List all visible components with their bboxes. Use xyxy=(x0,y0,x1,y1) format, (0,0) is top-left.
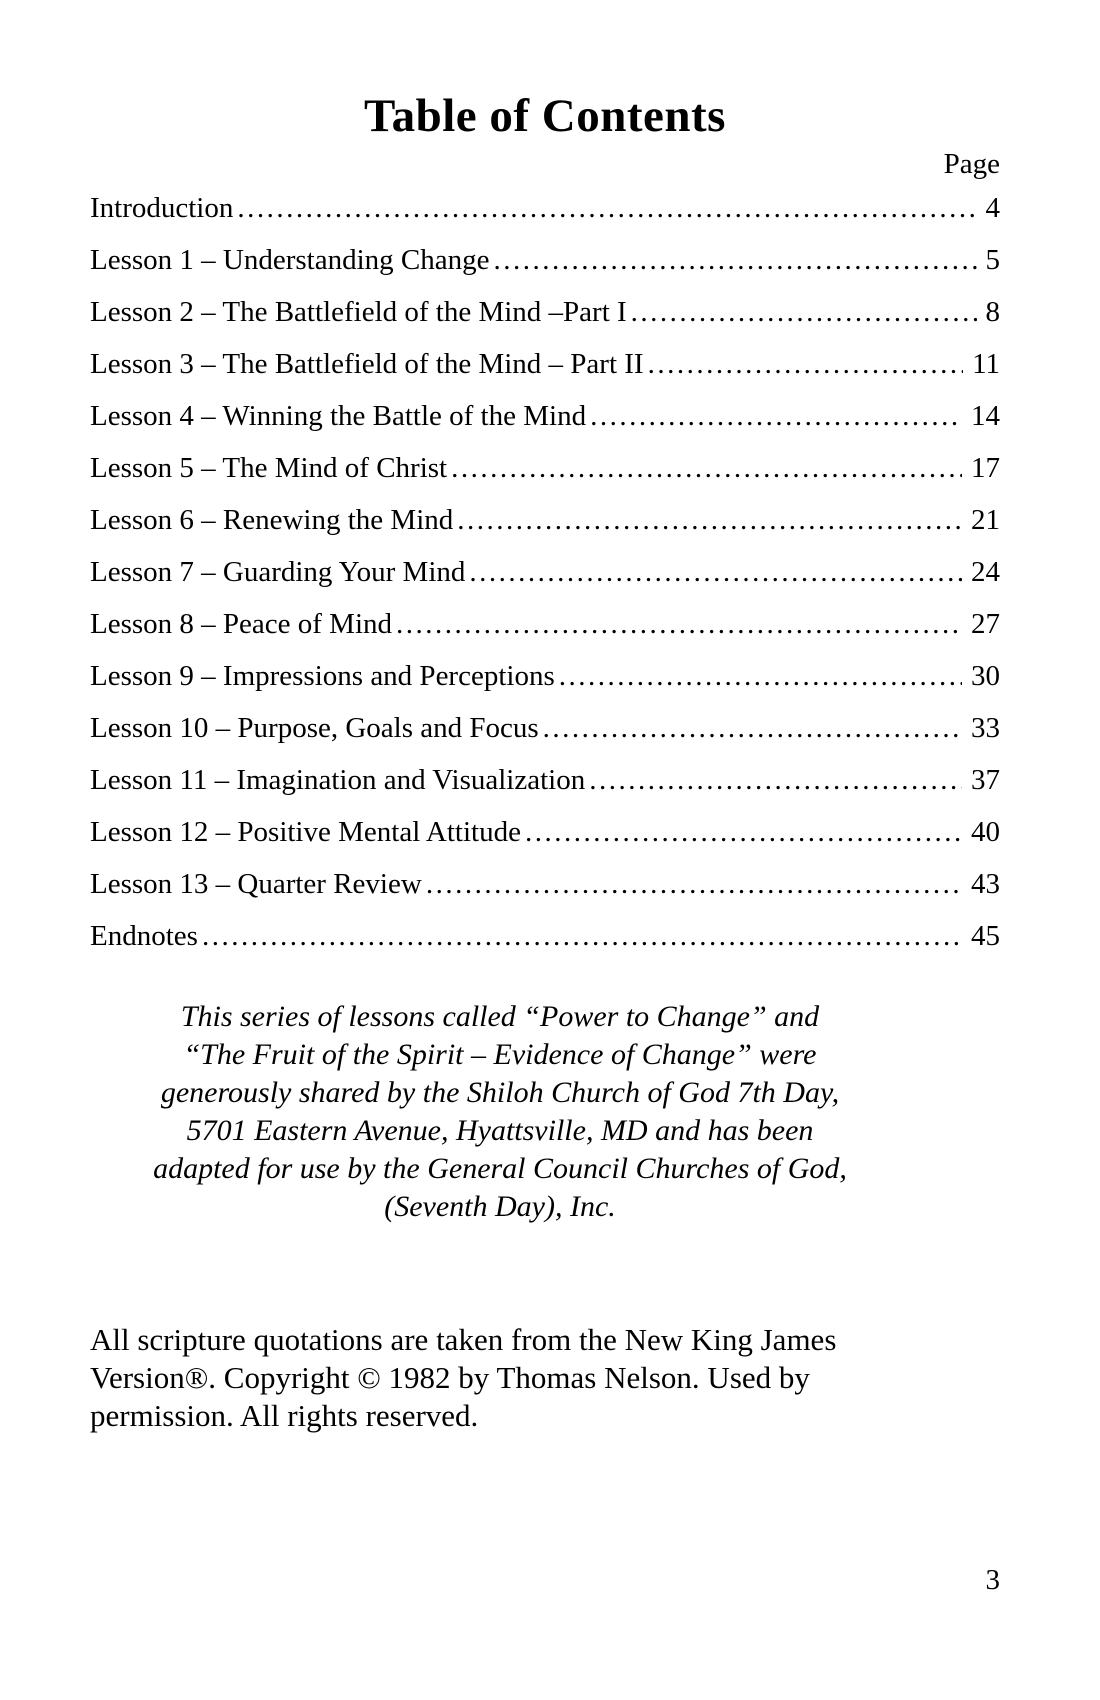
toc-dot-leader xyxy=(525,806,962,858)
toc-entry-page: 14 xyxy=(971,400,1000,433)
toc-entry-lesson-2 xyxy=(90,286,1000,338)
toc-entry-lesson-11 xyxy=(90,754,1000,806)
toc-entry-endnotes xyxy=(90,910,1000,962)
toc-entry-lesson-1 xyxy=(90,234,1000,286)
toc-dot-leader xyxy=(237,182,976,234)
toc-entry-title: Lesson 11 – Imagination and Visualization xyxy=(90,764,586,797)
toc-entry-lesson-13 xyxy=(90,858,1000,910)
toc-entry-page: 5 xyxy=(985,244,1000,277)
toc-entry-title: Lesson 10 – Purpose, Goals and Focus xyxy=(90,712,539,745)
toc-entry-title: Lesson 1 – Understanding Change xyxy=(90,244,490,277)
toc-entry-page: 27 xyxy=(971,608,1000,641)
toc-entry-lesson-9 xyxy=(90,650,1000,702)
toc-dot-leader xyxy=(631,286,977,338)
toc-entry-title: Lesson 8 – Peace of Mind xyxy=(90,608,393,641)
toc-entry-page: 24 xyxy=(971,556,1000,589)
toc-dot-leader xyxy=(457,494,962,546)
toc-entry-introduction xyxy=(90,182,1000,234)
toc-dot-leader xyxy=(589,754,962,806)
toc-entry-title: Lesson 3 – The Battlefield of the Mind – Part II xyxy=(90,348,644,381)
attribution-note-line: adapted for use by the General Council Churches of God, xyxy=(153,1152,847,1186)
toc-entry-title: Lesson 5 – The Mind of Christ xyxy=(90,452,448,485)
toc-entry-lesson-12 xyxy=(90,806,1000,858)
copyright-notice-line: Version®. Copyright © 1982 by Thomas Nelson. Used by xyxy=(90,1360,810,1396)
toc-entry-title: Lesson 13 – Quarter Review xyxy=(90,868,422,901)
toc-entry-lesson-10 xyxy=(90,702,1000,754)
toc-entry-title: Introduction xyxy=(90,192,234,225)
toc-entry-lesson-6 xyxy=(90,494,1000,546)
toc-dot-leader xyxy=(426,858,962,910)
table-of-contents xyxy=(90,182,1000,962)
toc-dot-leader xyxy=(469,546,962,598)
toc-entry-page: 11 xyxy=(972,348,1000,381)
attribution-note-line: “The Fruit of the Spirit – Evidence of Change” were xyxy=(183,1038,817,1072)
copyright-notice xyxy=(90,1321,1000,1435)
toc-entry-page: 17 xyxy=(971,452,1000,485)
toc-entry-title: Lesson 6 – Renewing the Mind xyxy=(90,504,454,537)
toc-entry-page: 8 xyxy=(985,296,1000,329)
toc-entry-title: Lesson 9 – Impressions and Perceptions xyxy=(90,660,555,693)
toc-entry-page: 45 xyxy=(971,920,1000,953)
toc-entry-lesson-3 xyxy=(90,338,1000,390)
copyright-notice-line: All scripture quotations are taken from the New King James xyxy=(90,1322,837,1358)
toc-entry-page: 43 xyxy=(971,868,1000,901)
toc-entry-title: Lesson 12 – Positive Mental Attitude xyxy=(90,816,521,849)
toc-entry-title: Lesson 7 – Guarding Your Mind xyxy=(90,556,466,589)
toc-dot-leader xyxy=(494,234,977,286)
attribution-note-line: (Seventh Day), Inc. xyxy=(384,1190,616,1224)
page-title: Table of Contents xyxy=(364,90,726,142)
toc-entry-page: 30 xyxy=(971,660,1000,693)
toc-dot-leader xyxy=(396,598,962,650)
attribution-note-line: This series of lessons called “Power to Change” and xyxy=(180,1000,820,1034)
toc-dot-leader xyxy=(559,650,962,702)
toc-dot-leader xyxy=(202,910,962,962)
toc-dot-leader xyxy=(648,338,963,390)
toc-dot-leader xyxy=(451,442,962,494)
toc-entry-title: Lesson 4 – Winning the Battle of the Mind xyxy=(90,400,587,433)
attribution-note xyxy=(90,998,910,1226)
toc-entry-title: Endnotes xyxy=(90,920,198,953)
toc-entry-title: Lesson 2 – The Battlefield of the Mind –Part I xyxy=(90,296,627,329)
toc-entry-lesson-5 xyxy=(90,442,1000,494)
page-number: 3 xyxy=(985,1564,1000,1597)
attribution-note-line: 5701 Eastern Avenue, Hyattsville, MD and has been xyxy=(186,1114,814,1148)
attribution-note-line: generously shared by the Shiloh Church of God 7th Day, xyxy=(160,1076,840,1110)
toc-entry-lesson-8 xyxy=(90,598,1000,650)
toc-dot-leader xyxy=(543,702,962,754)
page-column-label: Page xyxy=(943,148,1000,181)
copyright-notice-line: permission. All rights reserved. xyxy=(90,1398,479,1434)
toc-entry-page: 4 xyxy=(985,192,1000,225)
toc-entry-page: 21 xyxy=(971,504,1000,537)
toc-entry-lesson-7 xyxy=(90,546,1000,598)
toc-entry-page: 33 xyxy=(971,712,1000,745)
toc-entry-lesson-4 xyxy=(90,390,1000,442)
toc-entry-page: 40 xyxy=(971,816,1000,849)
toc-entry-page: 37 xyxy=(971,764,1000,797)
toc-dot-leader xyxy=(590,390,962,442)
